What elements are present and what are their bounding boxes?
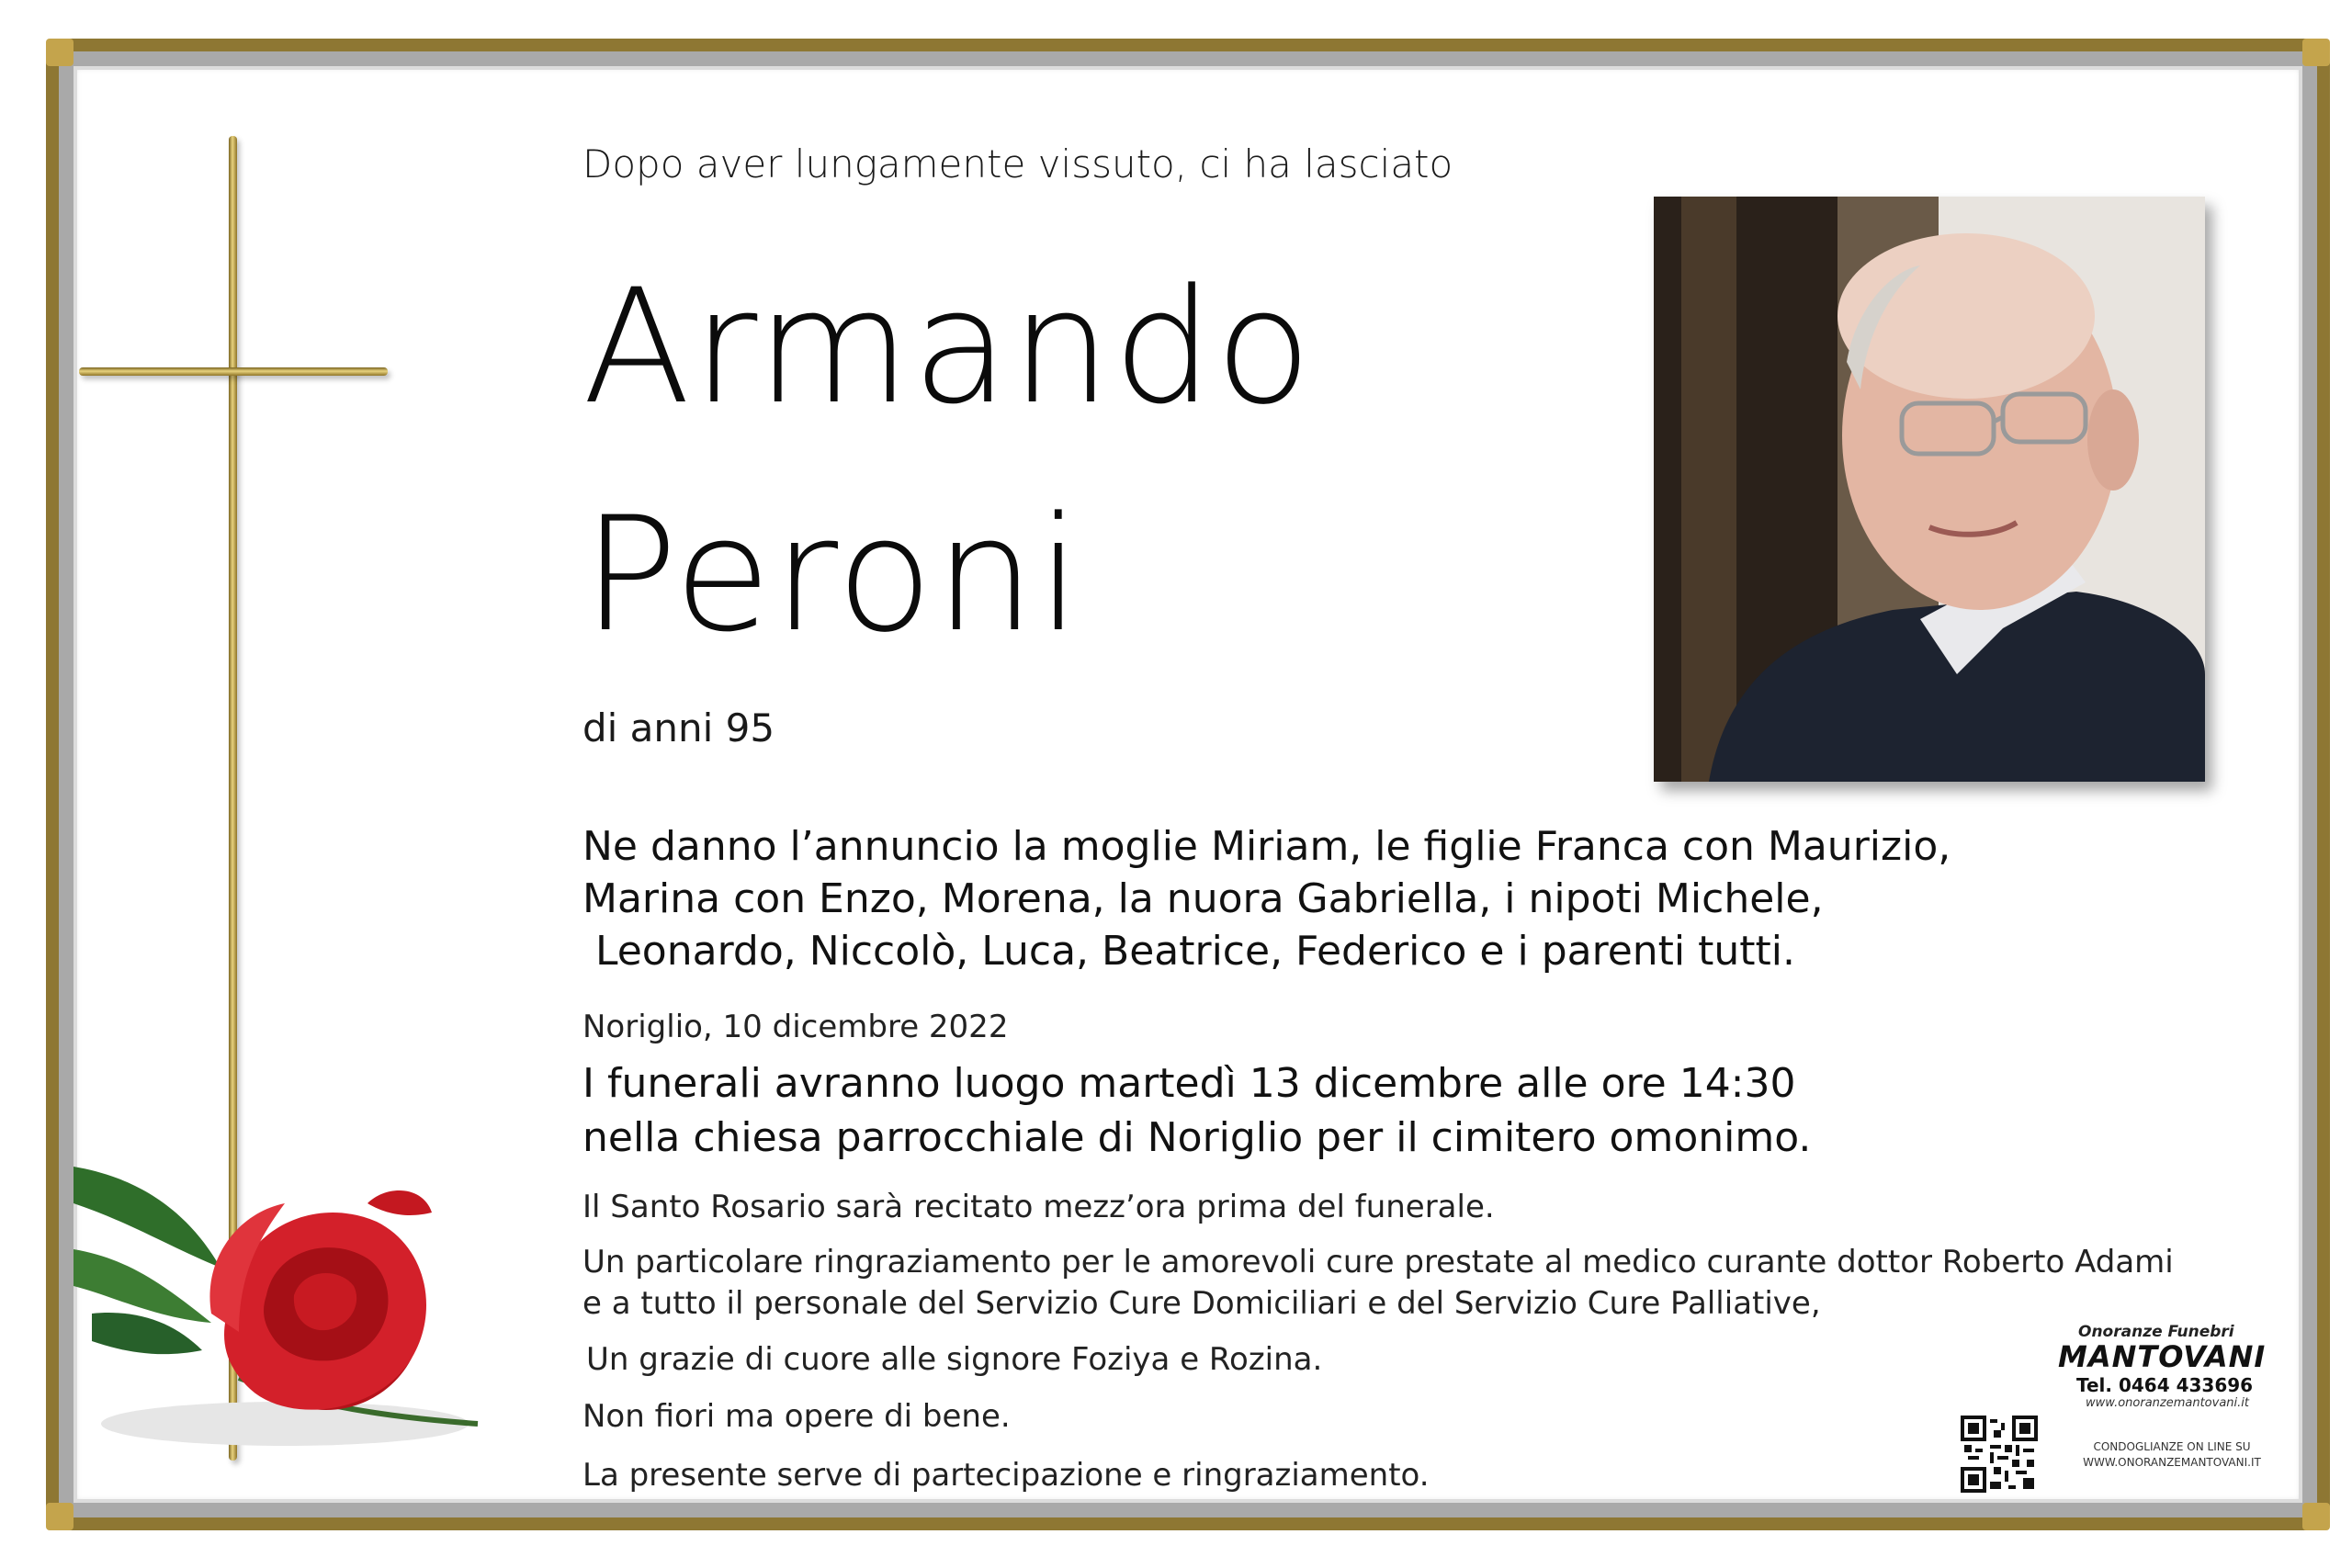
intro-line: Dopo aver lungamente vissuto, ci ha lasciato [582,141,1453,186]
portrait-illustration [1654,197,2205,782]
grazie-line: Un grazie di cuore alle signore Foziya e Rozina. [586,1341,1323,1378]
fiori-line: Non fiori ma opere di bene. [582,1398,1011,1435]
frame-corner [46,1503,74,1530]
frame-corner [46,39,74,66]
qr-code-icon[interactable] [1961,1416,2038,1493]
announcement-line: Ne danno l’annuncio la moglie Miriam, le figlie Franca con Maurizio, [582,823,1951,870]
condolences-line-2[interactable]: WWW.ONORANZEMANTOVANI.IT [2083,1456,2261,1469]
rosario-line: Il Santo Rosario sarà recitato mezz’ora prima del funerale. [582,1189,1495,1225]
funeral-info [582,1056,1811,1165]
cross-horizontal-bar [79,367,388,376]
condolences-line-1: CONDOGLIANZE ON LINE SU [2093,1440,2251,1453]
portrait-photo [1654,197,2205,782]
thanks-line: e a tutto il personale del Servizio Cure Domiciliari e del Servizio Cure Palliative, [582,1285,1821,1322]
announcement-line: Marina con Enzo, Morena, la nuora Gabriella, i nipoti Michele, [582,875,1824,922]
thanks-block [582,1242,2174,1325]
condolences-note [2052,1439,2291,1471]
first-name: Armando [582,254,1314,439]
logo-line-1: Onoranze Funebri [2078,1323,2234,1341]
funeral-line: I funerali avranno luogo martedì 13 dicembre alle ore 14:30 [582,1060,1796,1107]
announcement [582,820,1951,977]
logo-brand: MANTOVANI [2058,1339,2267,1374]
presente-line: La presente serve di partecipazione e ringraziamento. [582,1457,1430,1494]
funeral-line: nella chiesa parrocchiale di Noriglio per il cimitero omonimo. [582,1114,1812,1161]
age-line: di anni 95 [582,705,775,750]
frame-corner [2302,39,2330,66]
place-date: Noriglio, 10 dicembre 2022 [582,1009,1009,1045]
logo-web: www.onoranzemantovani.it [2086,1396,2249,1410]
frame-corner [2302,1503,2330,1530]
announcement-line: Leonardo, Niccolò, Luca, Beatrice, Federico e i parenti tutti. [582,928,1795,975]
last-name: Peroni [582,482,1083,667]
logo-phone: Tel. 0464 433696 [2076,1374,2254,1396]
rose-icon [74,1148,505,1461]
thanks-line: Un particolare ringraziamento per le amorevoli cure prestate al medico curante dottor Roberto Adami [582,1244,2174,1280]
